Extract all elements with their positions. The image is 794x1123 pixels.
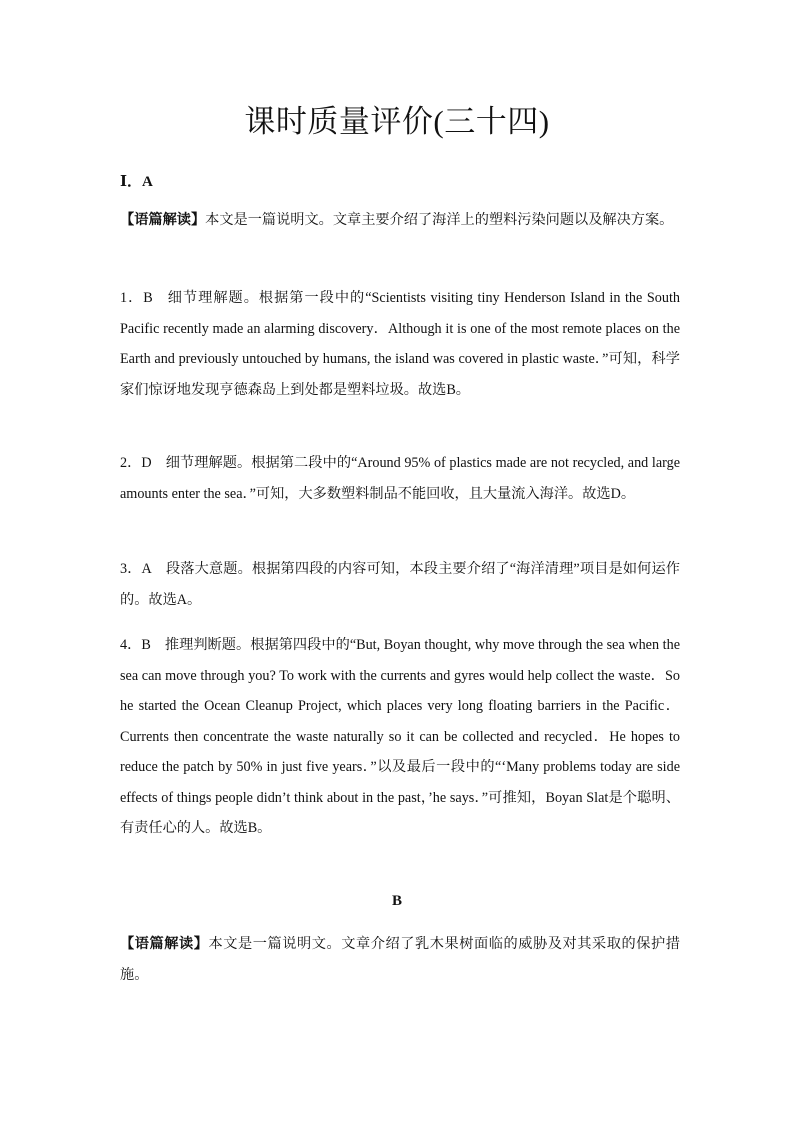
answer-item bbox=[120, 554, 680, 615]
section-b-heading: B bbox=[391, 893, 402, 909]
section-a-heading: Ⅰ．A bbox=[120, 174, 153, 190]
answer-explanation: 细节理解题。根据第一段中的“Scientists visiting tiny Henderson Island in the South Pacific recently made an alarming discovery．Although it is one of the most remote places on the Earth and previously untouched by humans, the island was covered in plastic waste．”可知，科学家们惊讶地发现亨德森岛上到处都是塑料垃圾。故选B。 bbox=[120, 290, 680, 398]
section-a-reading-summary bbox=[120, 205, 680, 236]
section-b-reading-summary bbox=[120, 929, 680, 990]
answer-number: 2．D bbox=[120, 455, 152, 471]
page-title: 课时质量评价(三十四) bbox=[244, 104, 550, 139]
answer-number: 1．B bbox=[120, 290, 153, 306]
answer-explanation: 细节理解题。根据第二段中的“Around 95% of plastics made are not recycled, and large amounts enter the sea．”可知，大多数塑料制品不能回收，且大量流入海洋。故选D。 bbox=[120, 455, 680, 502]
answer-explanation: 推理判断题。根据第四段中的“But, Boyan thought, why move through the sea when the sea can move through you? To work with the currents and gyres would help collect the waste．So he started the Ocean Cleanup Project, which places very long floating barriers in the Pacific．Currents then concentrate the waste naturally so it can be collected and recycled．He hopes to reduce the patch by 50% in just five years．”以及最后一段中的“‘Many problems today are side effects of things people didn’t think about in the past，’he says．”可推知，Boyan Slat是个聪明、有责任心的人。故选B。 bbox=[120, 637, 680, 836]
answer-item bbox=[120, 283, 680, 405]
answer-item bbox=[120, 448, 680, 509]
reading-label: 【语篇解读】 bbox=[120, 212, 206, 228]
reading-label: 【语篇解读】 bbox=[120, 936, 209, 952]
reading-text: 本文是一篇说明文。文章介绍了乳木果树面临的威胁及对其采取的保护措施。 bbox=[120, 936, 680, 983]
answer-number: 4．B bbox=[120, 637, 151, 653]
reading-text: 本文是一篇说明文。文章主要介绍了海洋上的塑料污染问题以及解决方案。 bbox=[205, 212, 674, 228]
answer-item bbox=[120, 630, 680, 844]
answer-number: 3．A bbox=[120, 561, 152, 577]
answer-explanation: 段落大意题。根据第四段的内容可知，本段主要介绍了“海洋清理”项目是如何运作的。故选A。 bbox=[120, 561, 680, 608]
